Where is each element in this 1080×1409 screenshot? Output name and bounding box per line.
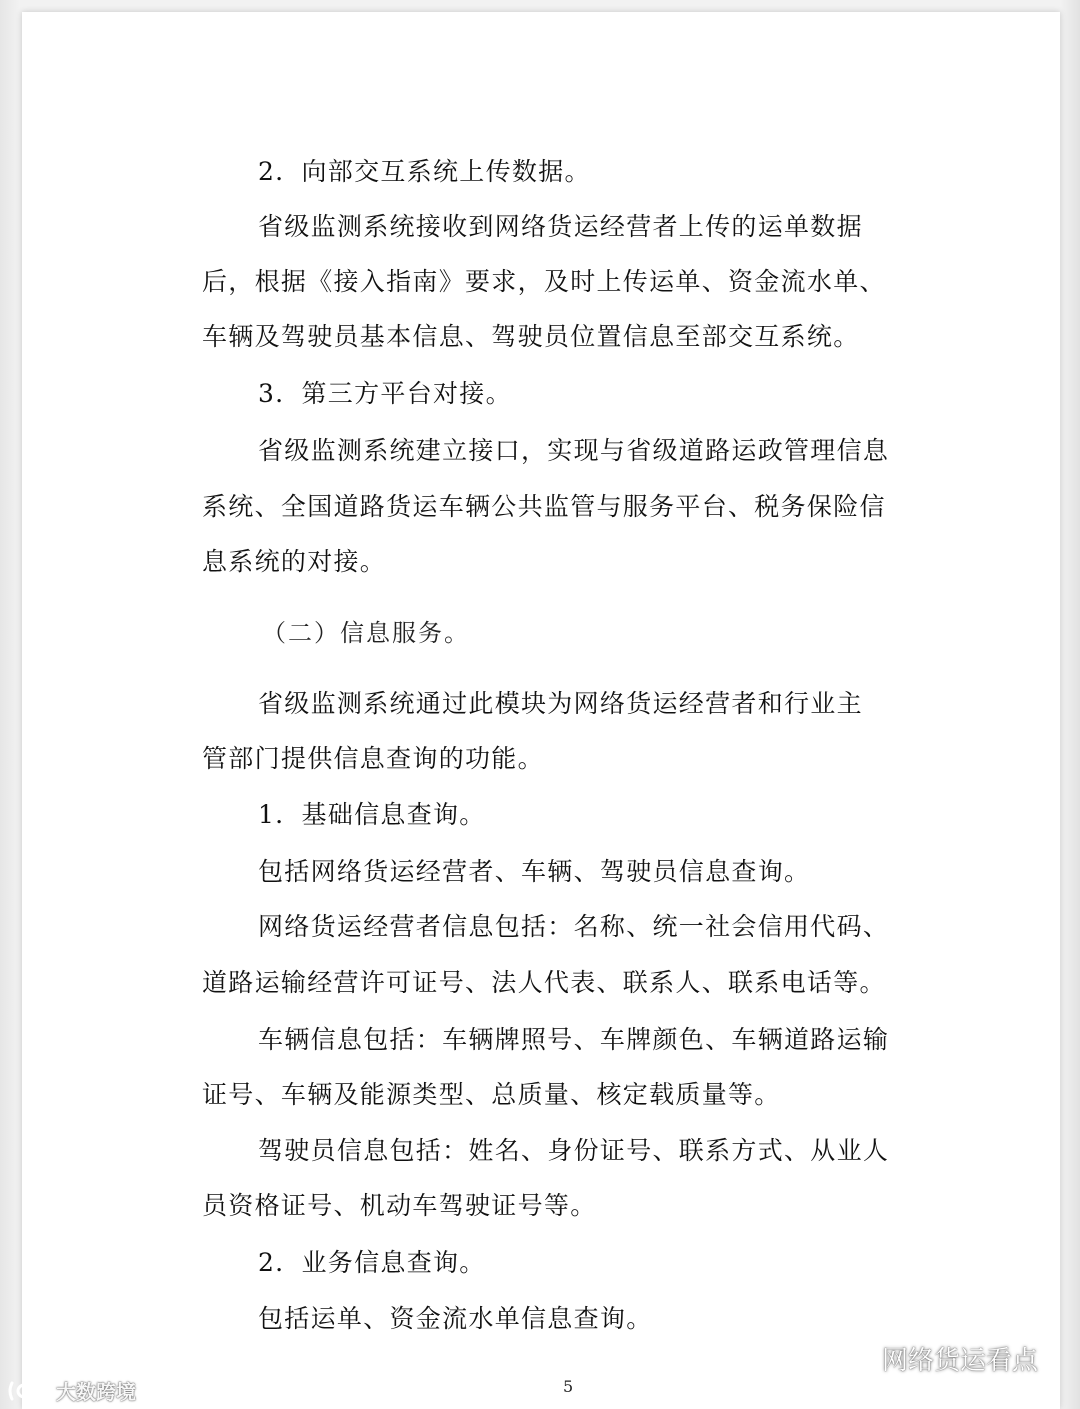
paragraph-line: 省级监测系统通过此模块为网络货运经营者和行业主 [258,689,863,718]
paragraph-line: 包括运单、资金流水单信息查询。 [258,1304,653,1333]
paragraph-line: 息系统的对接。 [202,547,387,576]
kuajing-logo-icon [6,1379,52,1403]
item-2-heading: 2．向部交互系统上传数据。 [258,157,591,186]
watermark-left [6,1376,136,1405]
item-2-heading: 2．业务信息查询。 [258,1248,486,1277]
page-number: 5 [563,1377,574,1396]
paragraph-line: 省级监测系统建立接口，实现与省级道路运政管理信息 [258,436,890,465]
paragraph-line: 员资格证号、机动车驾驶证号等。 [202,1191,597,1220]
paragraph-line: 证号、车辆及能源类型、总质量、核定载质量等。 [202,1080,781,1109]
watermark-left-text: 大数跨境 [56,1380,136,1404]
paragraph-line: 包括网络货运经营者、车辆、驾驶员信息查询。 [258,857,811,886]
item-1-heading: 1．基础信息查询。 [258,800,486,829]
document-page [22,12,1060,1409]
section-heading: （二）信息服务。 [262,619,470,647]
paragraph-line: 道路运输经营许可证号、法人代表、联系人、联系电话等。 [202,968,886,997]
paragraph-line: 车辆及驾驶员基本信息、驾驶员位置信息至部交互系统。 [202,322,860,351]
paragraph-line: 管部门提供信息查询的功能。 [202,744,544,773]
item-3-heading: 3．第三方平台对接。 [258,379,512,408]
paragraph-line: 系统、全国道路货运车辆公共监管与服务平台、税务保险信 [202,492,886,521]
paragraph-line: 网络货运经营者信息包括：名称、统一社会信用代码、 [258,912,890,941]
paragraph-line: 驾驶员信息包括：姓名、身份证号、联系方式、从业人 [258,1136,890,1165]
paragraph-line: 后，根据《接入指南》要求，及时上传运单、资金流水单、 [202,267,886,296]
wechat-icon [840,1344,874,1374]
watermark-right [840,1340,1038,1377]
paragraph-line: 车辆信息包括：车辆牌照号、车牌颜色、车辆道路运输 [258,1025,890,1054]
watermark-right-text: 网络货运看点 [882,1346,1039,1376]
paragraph-line: 省级监测系统接收到网络货运经营者上传的运单数据 [258,212,863,241]
